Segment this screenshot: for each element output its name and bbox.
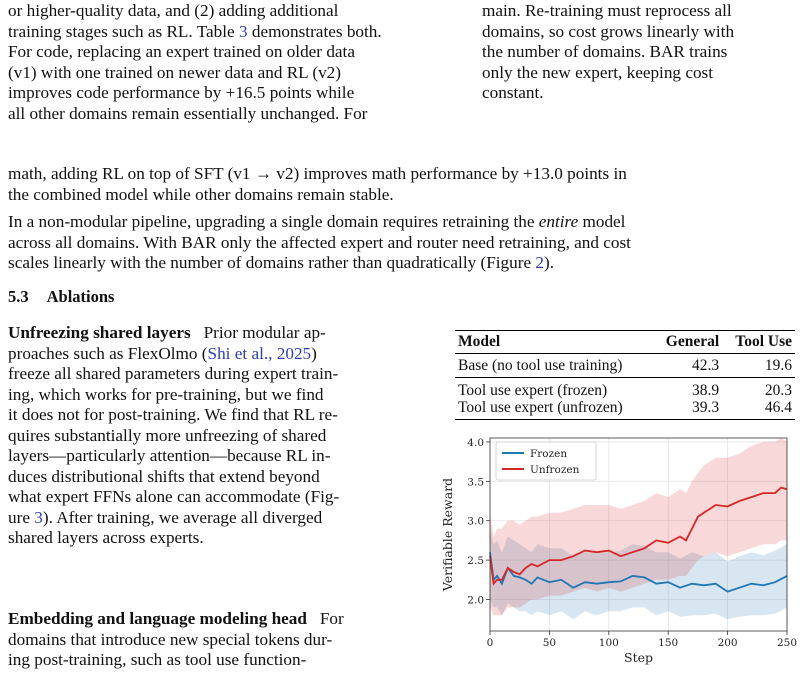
x-tick-label: 250 xyxy=(776,637,798,649)
x-tick-label: 150 xyxy=(658,637,679,649)
x-tick-label: 0 xyxy=(486,637,494,649)
section-title: Ablations xyxy=(46,287,115,306)
text-line: Embedding and language modeling head For xyxy=(8,609,344,628)
table-header-cell: Model xyxy=(455,331,653,354)
text-line: domains, so cost grows linearly with xyxy=(482,21,735,41)
right-column-paragraph xyxy=(482,1,792,104)
section-heading xyxy=(8,287,114,307)
paragraph-title: Embedding and language modeling head xyxy=(8,609,307,628)
table-row xyxy=(455,354,795,378)
table-cell: 39.3 xyxy=(653,399,722,420)
text-line: the combined model while other domains remain stable. xyxy=(8,184,394,204)
text-line: all other domains remain essentially unchanged. For xyxy=(8,103,368,123)
text-line: the number of domains. BAR trains xyxy=(482,42,728,61)
full-width-paragraph xyxy=(8,164,794,205)
section-number: 5.3 xyxy=(8,287,29,306)
paragraph-title: Unfreezing shared layers xyxy=(8,323,191,342)
y-tick-label: 3.5 xyxy=(467,476,484,489)
text-line: proaches such as FlexOlmo (Shi et al., 2025) xyxy=(8,343,317,363)
text-line: training stages such as RL. Table 3 demonstrates both. xyxy=(8,21,382,41)
y-axis-label: Verifiable Reward xyxy=(440,477,455,592)
left-column-paragraph xyxy=(8,1,460,124)
embedding-paragraph xyxy=(8,609,430,671)
text-line: ure 3). After training, we average all diverged xyxy=(8,507,323,527)
text-line: improves code performance by +16.5 points while xyxy=(8,83,355,102)
text-line: quires substantially more unfreezing of shared xyxy=(8,425,327,445)
table-cell: Tool use expert (unfrozen) xyxy=(455,399,653,420)
text-line: across all domains. With BAR only the affected expert and router need retraining, and cost xyxy=(8,232,631,252)
legend-label: Unfrozen xyxy=(530,464,580,476)
text-line: it does not for post-training. We find that RL re- xyxy=(8,405,338,424)
text-line: or higher-quality data, and (2) adding additional xyxy=(8,1,339,20)
x-tick-label: 100 xyxy=(598,637,619,649)
x-tick-label: 200 xyxy=(717,637,738,649)
figure-ref-link[interactable]: 3 xyxy=(34,507,43,527)
reward-line-chart xyxy=(440,430,800,675)
text-line: ing, which works for pre-training, but we find xyxy=(8,384,324,404)
text-line: freeze all shared parameters during expert train- xyxy=(8,364,339,383)
table-cell: Base (no tool use training) xyxy=(455,354,653,378)
text-line: math, adding RL on top of SFT (v1 → v2) improves math performance by +13.0 points in xyxy=(8,164,627,183)
text-line: shared layers across experts. xyxy=(8,528,204,547)
legend xyxy=(496,442,596,480)
text-line: only the new expert, keeping cost xyxy=(482,62,714,82)
citation-link[interactable]: Shi et al., 2025 xyxy=(207,343,312,363)
x-axis-label: Step xyxy=(624,650,653,665)
table-header-cell: General xyxy=(653,331,722,354)
y-tick-label: 2.0 xyxy=(467,594,484,607)
text-line: scales linearly with the number of domains rather than quadratically (Figure 2). xyxy=(8,253,555,272)
results-table xyxy=(455,330,795,420)
table-cell: 38.9 xyxy=(692,382,720,399)
table-header-cell: Tool Use xyxy=(722,331,795,354)
text-line: domains that introduce new special tokens dur- xyxy=(8,629,333,649)
text-line: (v1) with one trained on newer data and RL (v2) xyxy=(8,62,341,82)
table-cell: 19.6 xyxy=(722,354,795,378)
text-line: Unfreezing shared layers Prior modular ap- xyxy=(8,323,326,342)
table-cell: 42.3 xyxy=(653,354,722,378)
y-tick-label: 3.0 xyxy=(467,515,484,528)
text-line: layers—particularly attention—because RL in- xyxy=(8,446,331,465)
table-header-row xyxy=(455,331,795,354)
x-tick-label: 50 xyxy=(542,637,557,649)
text-line: duces distributional shifts that extend beyond xyxy=(8,466,320,486)
text-line: For code, replacing an expert trained on older data xyxy=(8,42,355,61)
table-row xyxy=(455,378,795,400)
table-ref-link[interactable]: 3 xyxy=(238,21,248,41)
non-modular-paragraph xyxy=(8,212,794,274)
text-line: ing post-training, such as tool use function- xyxy=(8,650,307,669)
unfreezing-paragraph xyxy=(8,323,430,549)
table-cell: Tool use expert (frozen) xyxy=(458,382,608,399)
legend-label: Frozen xyxy=(530,448,568,460)
text-line: main. Re-training must reprocess all xyxy=(482,1,732,20)
y-tick-label: 4.0 xyxy=(467,436,484,449)
figure-ref-link[interactable]: 2 xyxy=(535,253,544,272)
text-line: constant. xyxy=(482,83,544,102)
text-line: what expert FFNs alone can accommodate (Fig- xyxy=(8,487,340,506)
table-cell: 20.3 xyxy=(764,382,792,399)
table-cell: 46.4 xyxy=(722,399,795,420)
text-line: In a non-modular pipeline, upgrading a single domain requires retraining the entire model xyxy=(8,212,626,231)
y-tick-label: 2.5 xyxy=(467,555,484,568)
table-row xyxy=(455,399,795,420)
